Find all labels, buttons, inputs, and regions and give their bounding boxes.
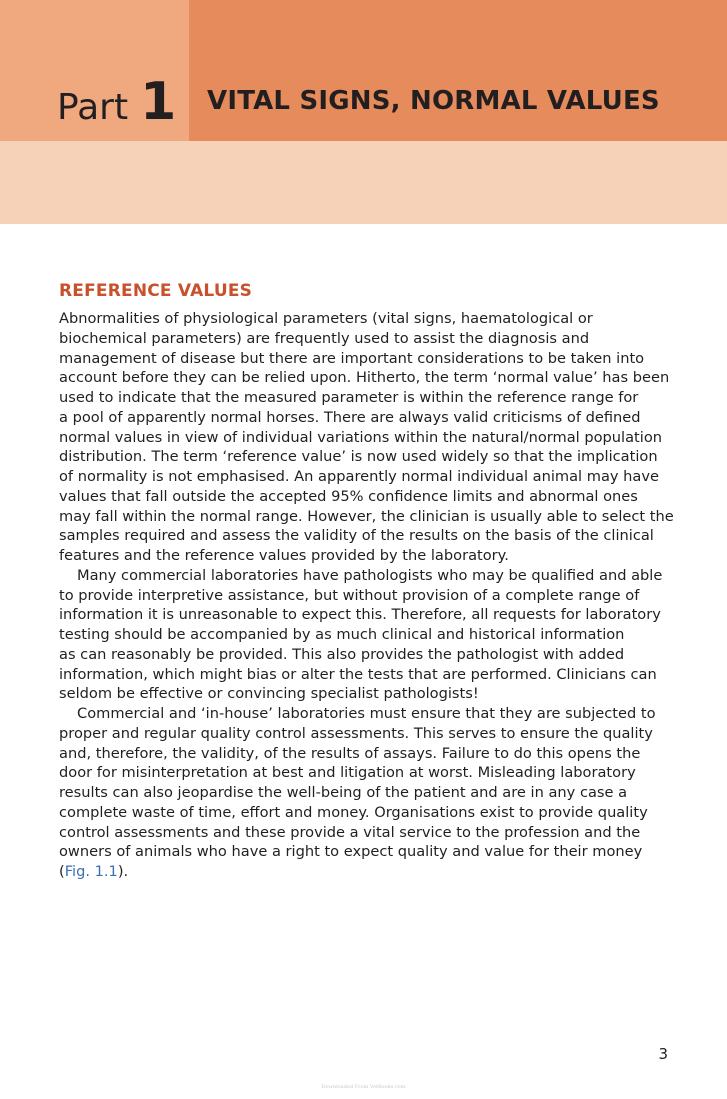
chapter-header-subband: [0, 141, 727, 224]
section-heading: REFERENCE VALUES: [59, 281, 253, 301]
text-line: account before they can be relied upon. Hitherto, the term ‘normal value’ has been: [59, 369, 670, 387]
text-line: as can reasonably be provided. This also provides the pathologist with added: [59, 645, 625, 663]
text-line: and, therefore, the validity, of the results of assays. Failure to do this opens the: [59, 744, 641, 762]
text-line: Abnormalities of physiological parameters (vital signs, haematological or: [59, 310, 593, 327]
text-line-last: [59, 862, 671, 882]
text-line: owners of animals who have a right to expect quality and value for their money: [59, 843, 643, 861]
part-word: Part: [57, 87, 129, 128]
text-line: features and the reference values provided by the laboratory.: [59, 547, 509, 564]
text-line: Commercial and ‘in-house’ laboratories must ensure that they are subjected to: [77, 705, 656, 722]
paren-close: ).: [117, 863, 129, 880]
text-line: normal values in view of individual variations within the natural/normal population: [59, 428, 663, 446]
text-line: a pool of apparently normal horses. There are always valid criticisms of defined: [59, 408, 641, 426]
page-number: 3: [658, 1045, 668, 1063]
text-line: complete waste of time, effort and money. Organisations exist to provide quality: [59, 803, 648, 821]
paren-open: (: [59, 863, 65, 880]
text-line: to provide interpretive assistance, but without provision of a complete range of: [59, 586, 640, 604]
text-line: values that fall outside the accepted 95% confidence limits and abnormal ones: [59, 487, 638, 505]
body-text: [59, 309, 674, 882]
text-line: testing should be accompanied by as much clinical and historical information: [59, 626, 625, 643]
text-line: door for misinterpretation at best and litigation at worst. Misleading laboratory: [59, 764, 636, 782]
paragraph-3: [59, 704, 671, 882]
text-line: proper and regular quality control assessments. This serves to ensure the quality: [59, 724, 653, 742]
text-line: information, which might bias or alter the tests that are performed. Clinicians can: [59, 665, 657, 683]
text-line: Many commercial laboratories have pathologists who may be qualified and able: [77, 566, 663, 584]
watermark-text: Downloaded From VetBooks.com: [321, 1084, 406, 1090]
text-line: biochemical parameters) are frequently used to assist the diagnosis and: [59, 329, 590, 347]
paragraph-2: [59, 566, 671, 704]
text-line: distribution. The term ‘reference value’ is now used widely so that the implication: [59, 448, 658, 466]
paragraph-1: [59, 309, 674, 566]
text-line: used to indicate that the measured parameter is within the reference range for: [59, 389, 639, 406]
text-line: information it is unreasonable to expect this. Therefore, all requests for laboratory: [59, 606, 661, 624]
text-line: may fall within the normal range. However, the clinician is usually able to select the: [59, 507, 674, 525]
chapter-title-panel: [189, 0, 727, 141]
figure-reference-link[interactable]: Fig. 1.1: [64, 863, 118, 880]
text-line: management of disease but there are important considerations to be taken into: [59, 349, 645, 367]
text-line: of normality is not emphasised. An apparently normal individual animal may have: [59, 468, 659, 485]
chapter-title: VITAL SIGNS, NORMAL VALUES: [207, 86, 660, 116]
text-line: results can also jeopardise the well-being of the patient and are in any case a: [59, 784, 628, 801]
part-label: [57, 72, 177, 132]
part-number: 1: [140, 72, 177, 132]
text-line: control assessments and these provide a vital service to the profession and the: [59, 823, 641, 841]
text-line: seldom be effective or convincing specialist pathologists!: [59, 685, 479, 703]
text-line: samples required and assess the validity of the results on the basis of the clinical: [59, 527, 654, 545]
